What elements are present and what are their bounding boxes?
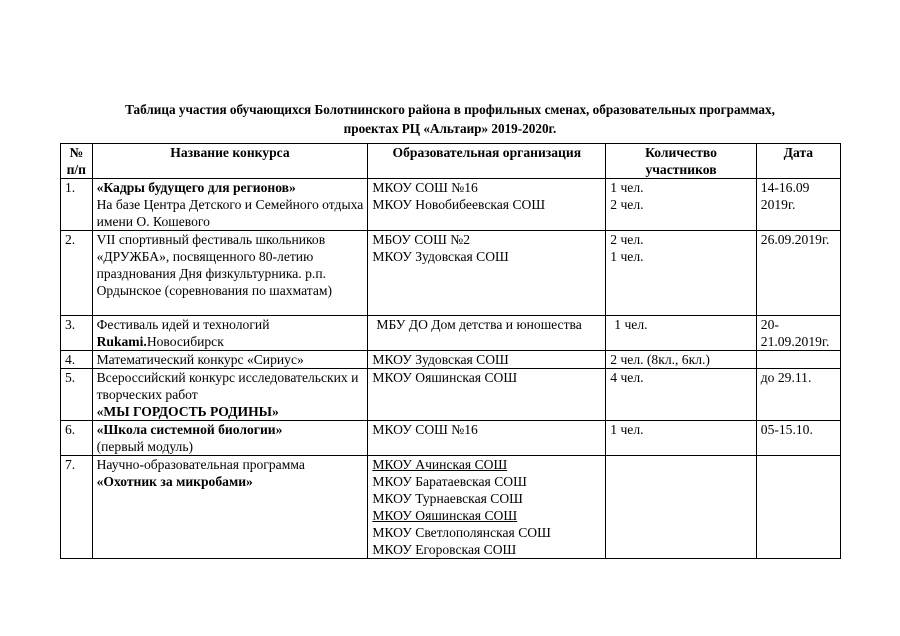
organization-item: МКОУ Зудовская СОШ	[372, 249, 509, 264]
contest-name-detail: На базе Центра Детского и Семейного отдыха имени О. Кошевого	[96, 197, 364, 229]
organization-item: МКОУ Ачинская СОШ	[372, 457, 508, 472]
row-number: 2.	[61, 231, 93, 316]
organization-item: МКОУ Егоровская СОШ	[372, 542, 517, 557]
event-date: 26.09.2019г.	[756, 231, 840, 316]
header-number-line-1: №	[69, 145, 84, 160]
contest-name-bold: «Охотник за микробами»	[96, 474, 253, 489]
contest-name-text: Научно-образовательная программа	[96, 457, 305, 472]
organization: МБУ ДО Дом детства и юношества	[368, 316, 606, 351]
participation-table	[60, 143, 841, 559]
event-date-line-2: 2019г.	[760, 197, 796, 212]
organization-item: МКОУ Новобибеевская СОШ	[372, 197, 546, 212]
contest-name-bold: «Школа системной биологии»	[96, 422, 283, 437]
table-row	[61, 456, 841, 559]
organization: МКОУ Ояшинская СОШ	[368, 369, 606, 421]
organization-item: МКОУ Баратаевская СОШ	[372, 474, 527, 489]
table-header-row	[61, 144, 841, 179]
participant-count	[606, 231, 757, 316]
header-organization: Образовательная организация	[368, 144, 606, 179]
event-date	[756, 179, 840, 231]
participant-count-item: 2 чел.	[610, 232, 644, 247]
header-number	[61, 144, 93, 179]
participant-count-item: 1 чел.	[610, 249, 644, 264]
organization	[368, 231, 606, 316]
row-number: 3.	[61, 316, 93, 351]
event-date: до 29.11.	[756, 369, 840, 421]
contest-name	[92, 421, 368, 456]
header-participant-count	[606, 144, 757, 179]
table-row	[61, 369, 841, 421]
organization: МКОУ СОШ №16	[368, 421, 606, 456]
event-date	[756, 456, 840, 559]
organization: МКОУ Зудовская СОШ	[368, 351, 606, 369]
participant-count-item: 2 чел.	[610, 197, 644, 212]
event-date: 05-15.10.	[756, 421, 840, 456]
table-row	[61, 179, 841, 231]
organization	[368, 456, 606, 559]
title-line-1: Таблица участия обучающихся Болотнинского района в профильных сменах, образовательных программах,	[125, 102, 775, 117]
contest-name	[92, 456, 368, 559]
organization-item: МКОУ Ояшинская СОШ	[372, 508, 518, 523]
table-row	[61, 231, 841, 316]
participant-count-item: 1 чел.	[610, 180, 644, 195]
participant-count: 1 чел.	[606, 316, 757, 351]
participant-count: 1 чел.	[606, 421, 757, 456]
row-number: 4.	[61, 351, 93, 369]
organization-item: МКОУ Светлополянская СОШ	[372, 525, 551, 540]
table-row	[61, 421, 841, 456]
organization-item: МБОУ СОШ №2	[372, 232, 470, 247]
contest-name-text: Всероссийский конкурс исследовательских и творческих работ	[96, 370, 359, 402]
contest-name-city: Новосибирск	[146, 334, 224, 349]
row-number: 1.	[61, 179, 93, 231]
event-date-line-1: 14-16.09	[760, 180, 810, 195]
event-date	[756, 351, 840, 369]
organization-item: МКОУ СОШ №16	[372, 180, 478, 195]
event-date-line-1: 20-	[760, 317, 779, 332]
row-number: 5.	[61, 369, 93, 421]
organization-item: МКОУ Турнаевская СОШ	[372, 491, 523, 506]
header-count-line-2: участников	[645, 162, 717, 177]
header-date: Дата	[756, 144, 840, 179]
table-row	[61, 316, 841, 351]
contest-name: VII спортивный фестиваль школьников «ДРУЖБА», посвященного 80-летию празднования Дня физкультурника. р.п. Ордынское (соревнования по шахматам)	[92, 231, 368, 316]
contest-name: Математический конкурс «Сириус»	[92, 351, 368, 369]
contest-name-bold: Rukami.	[96, 334, 147, 349]
event-date	[756, 316, 840, 351]
contest-name	[92, 316, 368, 351]
event-date-line-2: 21.09.2019г.	[760, 334, 830, 349]
table-row	[61, 351, 841, 369]
title-line-2: проектах РЦ «Альтаир» 2019-2020г.	[343, 121, 557, 136]
participant-count	[606, 179, 757, 231]
participant-count: 2 чел. (8кл., 6кл.)	[606, 351, 757, 369]
contest-name	[92, 179, 368, 231]
contest-name-bold: «Кадры будущего для регионов»	[96, 180, 296, 195]
participant-count	[606, 456, 757, 559]
contest-name	[92, 369, 368, 421]
row-number: 6.	[61, 421, 93, 456]
contest-name-bold: «МЫ ГОРДОСТЬ РОДИНЫ»	[96, 404, 279, 419]
participant-count: 4 чел.	[606, 369, 757, 421]
organization	[368, 179, 606, 231]
header-contest-name: Название конкурса	[92, 144, 368, 179]
header-count-line-1: Количество	[645, 145, 717, 160]
contest-name-detail: (первый модуль)	[96, 439, 194, 454]
document-title	[60, 100, 840, 138]
header-number-line-2: п/п	[66, 162, 87, 177]
contest-name-text: Фестиваль идей и технологий	[96, 317, 270, 332]
row-number: 7.	[61, 456, 93, 559]
